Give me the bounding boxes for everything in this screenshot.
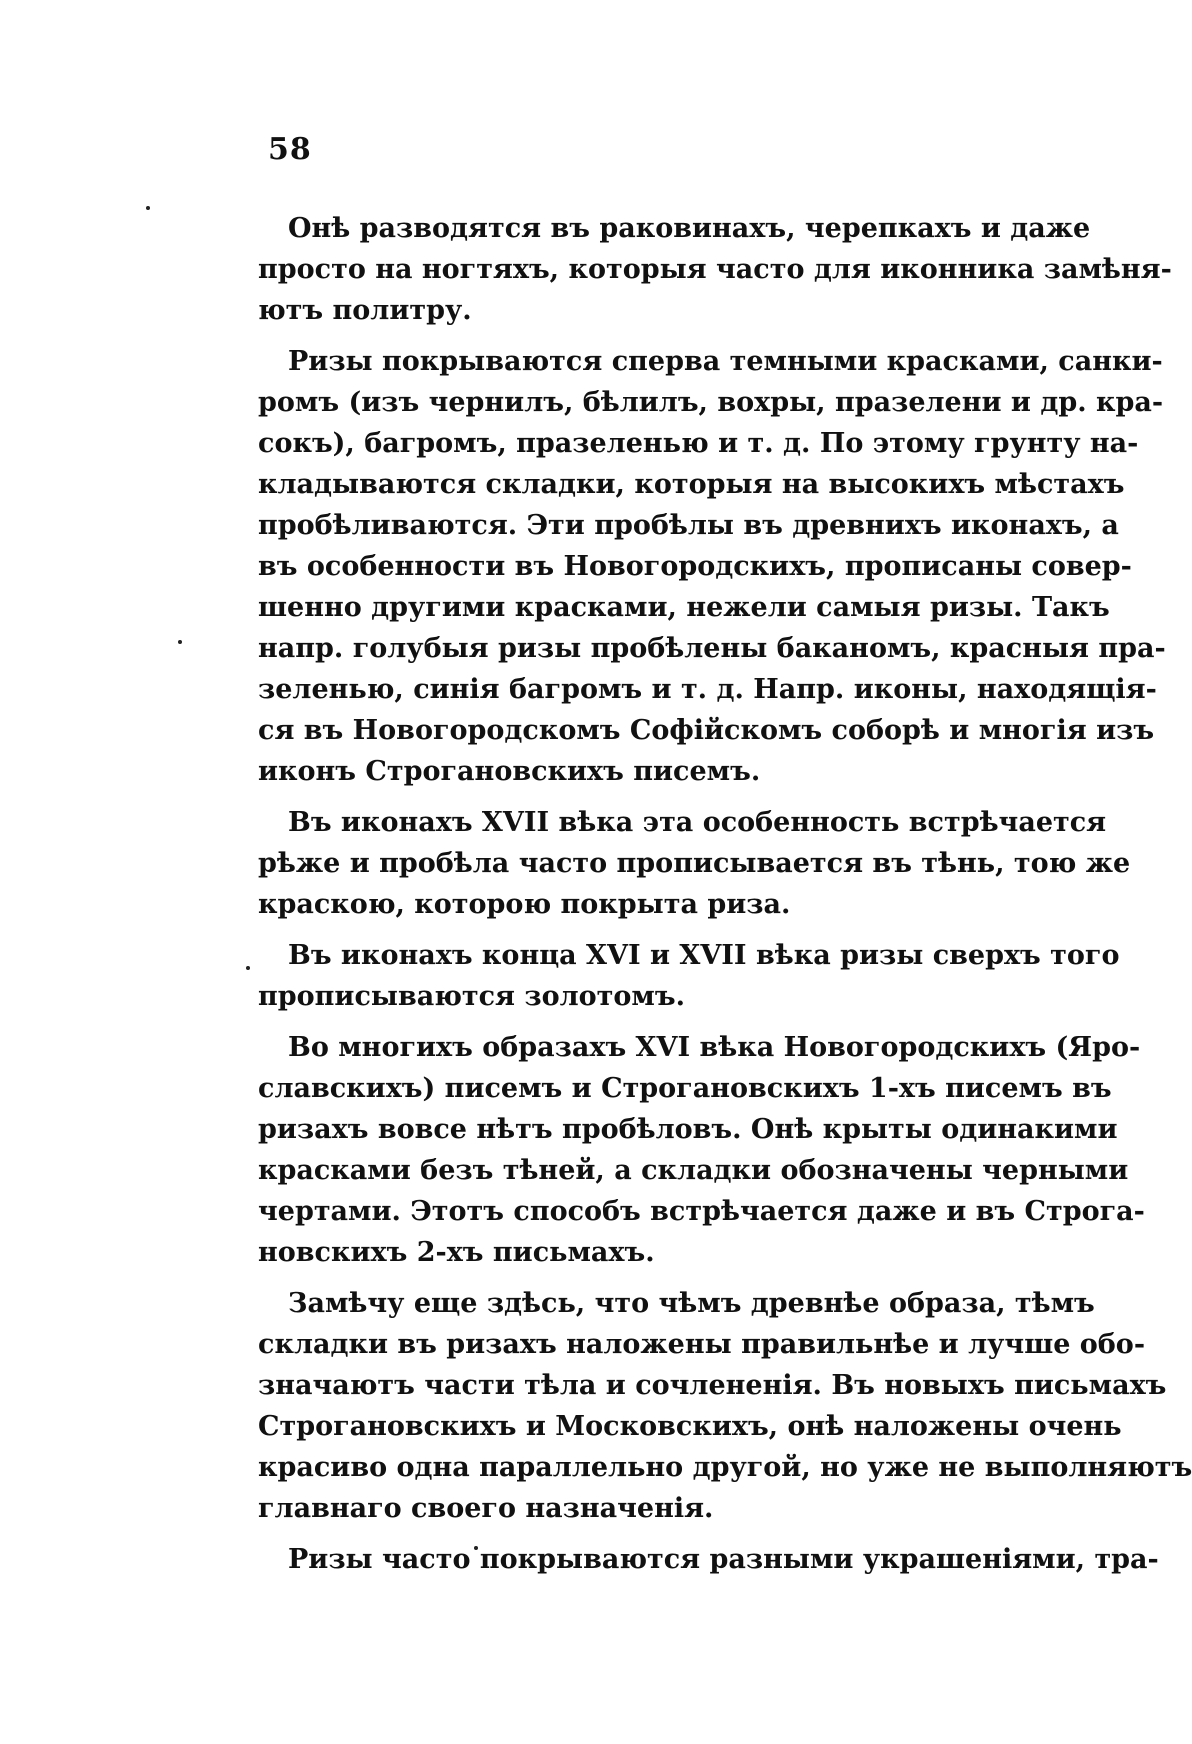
paragraph: [258, 1283, 1192, 1529]
body-text: [258, 208, 1192, 1590]
text-line: Во многихъ образахъ XVI вѣка Новогородскихъ (Яро-: [288, 1032, 1141, 1063]
text-line: пробѣливаются. Эти пробѣлы въ древнихъ иконахъ, а: [258, 510, 1119, 541]
text-line: складки въ ризахъ наложены правильнѣе и лучше обо-: [258, 1329, 1146, 1360]
text-line: Замѣчу еще здѣсь, что чѣмъ древнѣе образа, тѣмъ: [288, 1288, 1095, 1319]
text-line: рѣже и пробѣла часто прописывается въ тѣнь, тою же: [258, 848, 1131, 879]
text-line: значаютъ части тѣла и сочлененія. Въ новыхъ письмахъ: [258, 1370, 1167, 1401]
text-line: славскихъ) писемъ и Строгановскихъ 1-хъ писемъ въ: [258, 1073, 1112, 1104]
paragraph: [258, 1027, 1145, 1273]
text-line: шенно другими красками, нежели самыя ризы. Такъ: [258, 592, 1110, 623]
print-speck: [146, 206, 150, 210]
text-line: кладываются складки, которыя на высокихъ мѣстахъ: [258, 469, 1125, 500]
print-speck: [246, 966, 250, 970]
text-line: прописываются золотомъ.: [258, 981, 685, 1012]
text-line: красками безъ тѣней, а складки обозначены черными: [258, 1155, 1129, 1186]
text-line: напр. голубыя ризы пробѣлены баканомъ, красныя пра-: [258, 633, 1166, 664]
text-line: ромъ (изъ чернилъ, бѣлилъ, вохры, празелени и др. кра-: [258, 387, 1164, 418]
text-line: Онѣ разводятся въ раковинахъ, черепкахъ и даже: [288, 213, 1091, 244]
text-line: чертами. Этотъ способъ встрѣчается даже и въ Строга-: [258, 1196, 1145, 1227]
text-line: сокъ), багромъ, празеленью и т. д. По этому грунту на-: [258, 428, 1139, 459]
paragraph: [258, 208, 1172, 331]
text-line: краскою, которою покрыта риза.: [258, 889, 791, 920]
text-line: Ризы покрываются сперва темными красками, санки-: [288, 346, 1163, 377]
paragraph: [258, 341, 1166, 792]
text-line: ютъ политру.: [258, 295, 472, 326]
text-line: Ризы часто покрываются разными украшеніями, тра-: [288, 1544, 1159, 1575]
text-line: ризахъ вовсе нѣтъ пробѣловъ. Онѣ крыты одинакими: [258, 1114, 1118, 1145]
text-line: въ особенности въ Новогородскихъ, прописаны совер-: [258, 551, 1132, 582]
text-line: Въ иконахъ XVII вѣка эта особенность встрѣчается: [288, 807, 1107, 838]
paragraph: [258, 1539, 1159, 1580]
paragraph: [258, 802, 1131, 925]
text-line: красиво одна параллельно другой, но уже не выполняютъ: [258, 1452, 1192, 1483]
text-line: иконъ Строгановскихъ писемъ.: [258, 756, 761, 787]
text-line: ся въ Новогородскомъ Софійскомъ соборѣ и многія изъ: [258, 715, 1155, 746]
print-speck: [178, 640, 182, 644]
text-line: просто на ногтяхъ, которыя часто для иконника замѣня-: [258, 254, 1172, 285]
text-line: главнаго своего назначенія.: [258, 1493, 714, 1524]
paragraph: [258, 935, 1120, 1017]
text-line: Строгановскихъ и Московскихъ, онѣ наложены очень: [258, 1411, 1122, 1442]
text-line: Въ иконахъ конца XVI и XVII вѣка ризы сверхъ того: [288, 940, 1120, 971]
text-line: новскихъ 2-хъ письмахъ.: [258, 1237, 655, 1268]
text-line: зеленью, синія багромъ и т. д. Напр. иконы, находящія-: [258, 674, 1157, 705]
page-number: 58: [268, 132, 312, 167]
